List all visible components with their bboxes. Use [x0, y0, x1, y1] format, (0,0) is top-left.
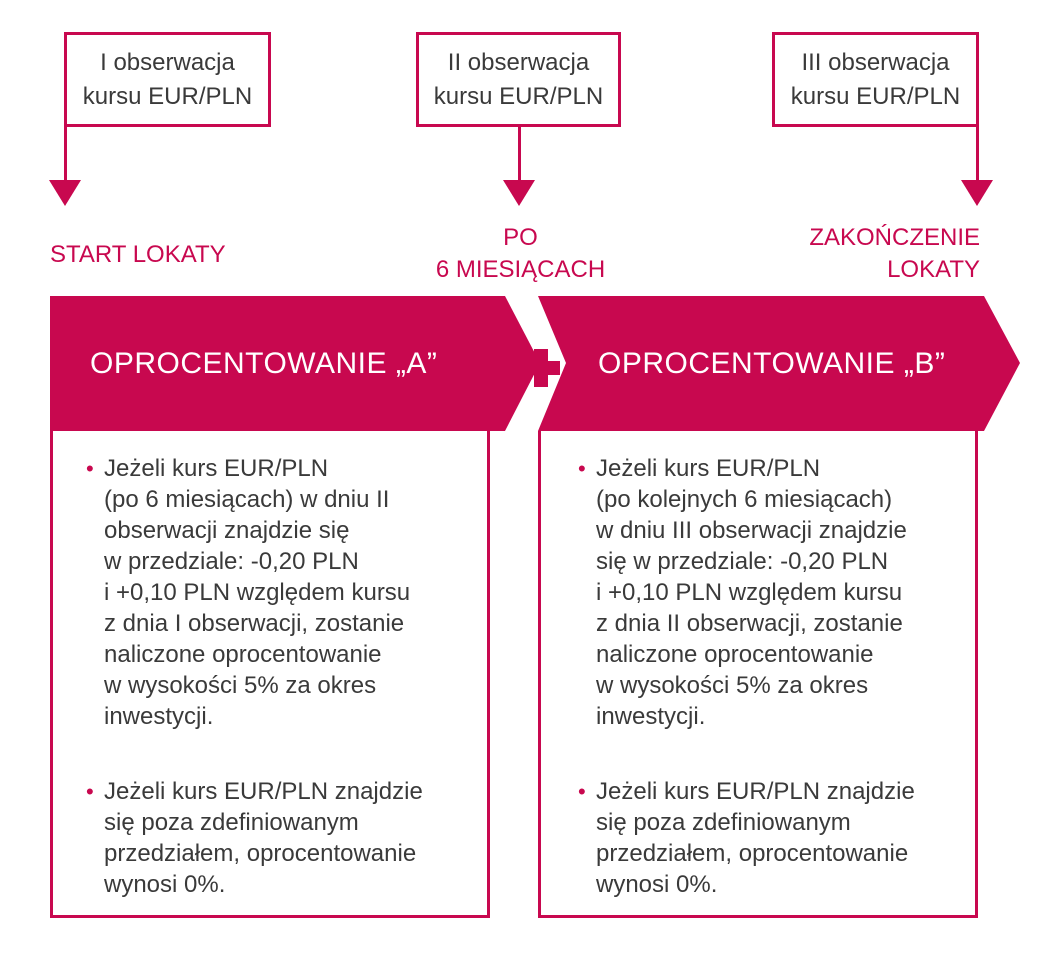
panel-a-b2-line: Jeżeli kurs EUR/PLN znajdzie: [104, 778, 423, 805]
observation-1-line2: kursu EUR/PLN: [82, 82, 253, 110]
bullet-dot-icon: •: [86, 456, 94, 481]
observation-3-line1: III obserwacja: [801, 48, 950, 76]
panel-b-b1-line: w dniu III obserwacji znajdzie: [596, 517, 907, 544]
milestone-end: [740, 222, 980, 286]
panel-b-b2-line: wynosi 0%.: [596, 871, 718, 898]
panel-a-b1-line: obserwacji znajdzie się: [104, 517, 350, 544]
panel-a-b1-line: (po 6 miesiącach) w dniu II: [104, 486, 390, 513]
plus-icon: [520, 347, 562, 389]
observation-box-1: [64, 32, 271, 127]
panel-b-b1-line: z dnia II obserwacji, zostanie: [596, 610, 903, 637]
panel-b-b2-line: Jeżeli kurs EUR/PLN znajdzie: [596, 778, 915, 805]
panel-a-b1-line: w przedziale: -0,20 PLN: [104, 548, 359, 575]
bullet-dot-icon: •: [578, 779, 586, 804]
panel-a-b1-line: Jeżeli kurs EUR/PLN: [104, 455, 329, 482]
milestone-end-line2: LOKATY: [887, 256, 980, 283]
panel-b-b1-line: w wysokości 5% za okres: [596, 672, 869, 699]
observation-box-3: [772, 32, 979, 127]
panel-b-b1-line: (po kolejnych 6 miesiącach): [596, 486, 893, 513]
milestone-mid-line1: PO: [503, 224, 538, 251]
arrow-down-icon: [49, 180, 81, 206]
banner-b: [538, 296, 1020, 431]
observation-3-line2: kursu EUR/PLN: [790, 82, 961, 110]
panel-a-b1-line: w wysokości 5% za okres: [104, 672, 377, 699]
panel-a-b1-line: i +0,10 PLN względem kursu: [104, 579, 411, 606]
panel-b-b2-line: przedziałem, oprocentowanie: [596, 840, 909, 867]
panel-b-b1-line: Jeżeli kurs EUR/PLN: [596, 455, 821, 482]
panel-b-b1-line: inwestycji.: [596, 703, 706, 730]
panel-a-b1-line: z dnia I obserwacji, zostanie: [104, 610, 405, 637]
observation-2-line1: II obserwacja: [447, 48, 590, 76]
connector-1-vertical: [64, 125, 67, 182]
panel-a-bullet-1: [86, 453, 411, 732]
observation-1-line1: I obserwacja: [100, 48, 235, 76]
panel-b-b1-line: się w przedziale: -0,20 PLN: [596, 548, 889, 575]
observation-box-2: [416, 32, 621, 127]
connector-3-vertical: [976, 125, 979, 182]
milestone-start: [50, 239, 226, 271]
panel-b-b1-line: i +0,10 PLN względem kursu: [596, 579, 903, 606]
panel-a-b2-line: wynosi 0%.: [104, 871, 226, 898]
milestone-mid: [418, 222, 623, 286]
panel-a-b2-line: przedziałem, oprocentowanie: [104, 840, 417, 867]
panel-a-b1-line: naliczone oprocentowanie: [104, 641, 382, 668]
banner-a: [50, 296, 540, 431]
bullet-dot-icon: •: [578, 456, 586, 481]
panel-b-b2-line: się poza zdefiniowanym: [596, 809, 851, 836]
connector-2-vertical: [518, 125, 521, 182]
milestone-start-label: START LOKATY: [50, 241, 226, 268]
milestone-end-line1: ZAKOŃCZENIE: [809, 224, 980, 251]
panel-a-bullet-2: [86, 776, 423, 900]
panel-a-b2-line: się poza zdefiniowanym: [104, 809, 359, 836]
bullet-dot-icon: •: [86, 779, 94, 804]
banner-b-label: OPROCENTOWANIE „B”: [598, 346, 946, 380]
observation-2-line2: kursu EUR/PLN: [433, 82, 604, 110]
panel-b-bullet-1: [578, 453, 907, 732]
panel-a-b1-line: inwestycji.: [104, 703, 214, 730]
panel-b-bullet-2: [578, 776, 915, 900]
arrow-down-icon: [503, 180, 535, 206]
arrow-down-icon: [961, 180, 993, 206]
banner-a-label: OPROCENTOWANIE „A”: [90, 346, 438, 380]
panel-b-b1-line: naliczone oprocentowanie: [596, 641, 874, 668]
milestone-mid-line2: 6 MIESIĄCACH: [435, 256, 606, 283]
